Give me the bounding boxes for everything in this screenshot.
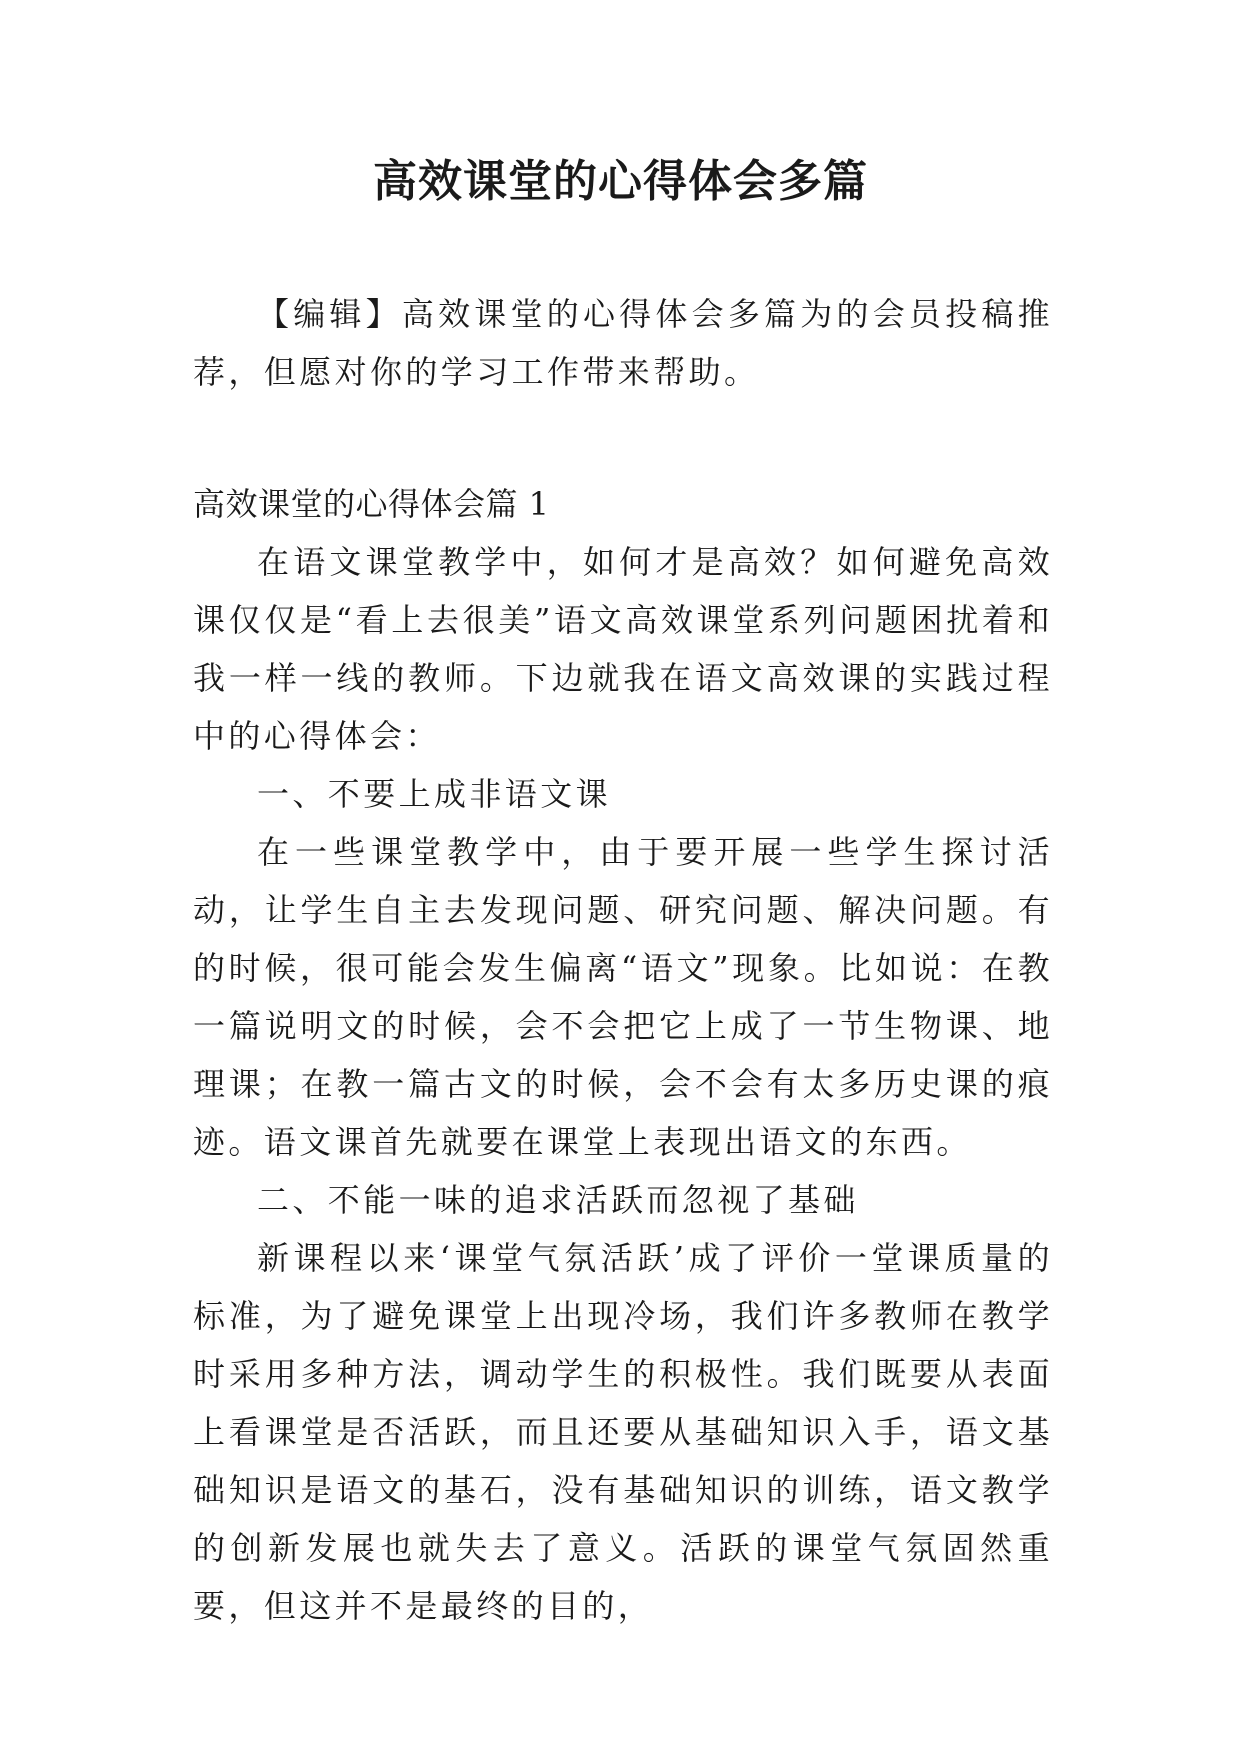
body-paragraph: 新课程以来‘课堂气氛活跃’成了评价一堂课质量的标准，为了避免课堂上出现冷场，我们许多教师在教学时采用多种方法，调动学生的积极性。我们既要从表面上看课堂是否活跃，而且还要从基础知识入手，语文基础知识是语文的基石，没有基础知识的训练，语文教学的创新发展也就失去了意义。活跃的课堂气氛固然重要，但这并不是最终的目的， [193, 1239, 1053, 1625]
body-paragraph: 在语文课堂教学中，如何才是高效？如何避免高效课仅仅是“看上去很美”语文高效课堂系列问题困扰着和我一样一线的教师。下边就我在语文高效课的实践过程中的心得体会： [193, 543, 1053, 755]
subheading-two: 二、不能一味的追求活跃而忽视了基础 [257, 1181, 859, 1219]
paragraph-gap [193, 401, 1053, 475]
body-paragraph: 在一些课堂教学中，由于要开展一些学生探讨活动，让学生自主去发现问题、研究问题、解决问题。有的时候，很可能会发生偏离“语文”现象。比如说：在教一篇说明文的时候，会不会把它上成了一节生物课、地理课；在教一篇古文的时候，会不会有太多历史课的痕迹。语文课首先就要在课堂上表现出语文的东西。 [193, 833, 1053, 1161]
document-title: 高效课堂的心得体会多篇 [373, 156, 868, 207]
subheading-one: 一、不要上成非语文课 [257, 775, 612, 813]
document-body [193, 285, 1053, 1635]
intro-paragraph: 【编辑】高效课堂的心得体会多篇为的会员投稿推荐，但愿对你的学习工作带来帮助。 [193, 295, 1053, 391]
section-heading: 高效课堂的心得体会篇 1 [193, 485, 550, 523]
